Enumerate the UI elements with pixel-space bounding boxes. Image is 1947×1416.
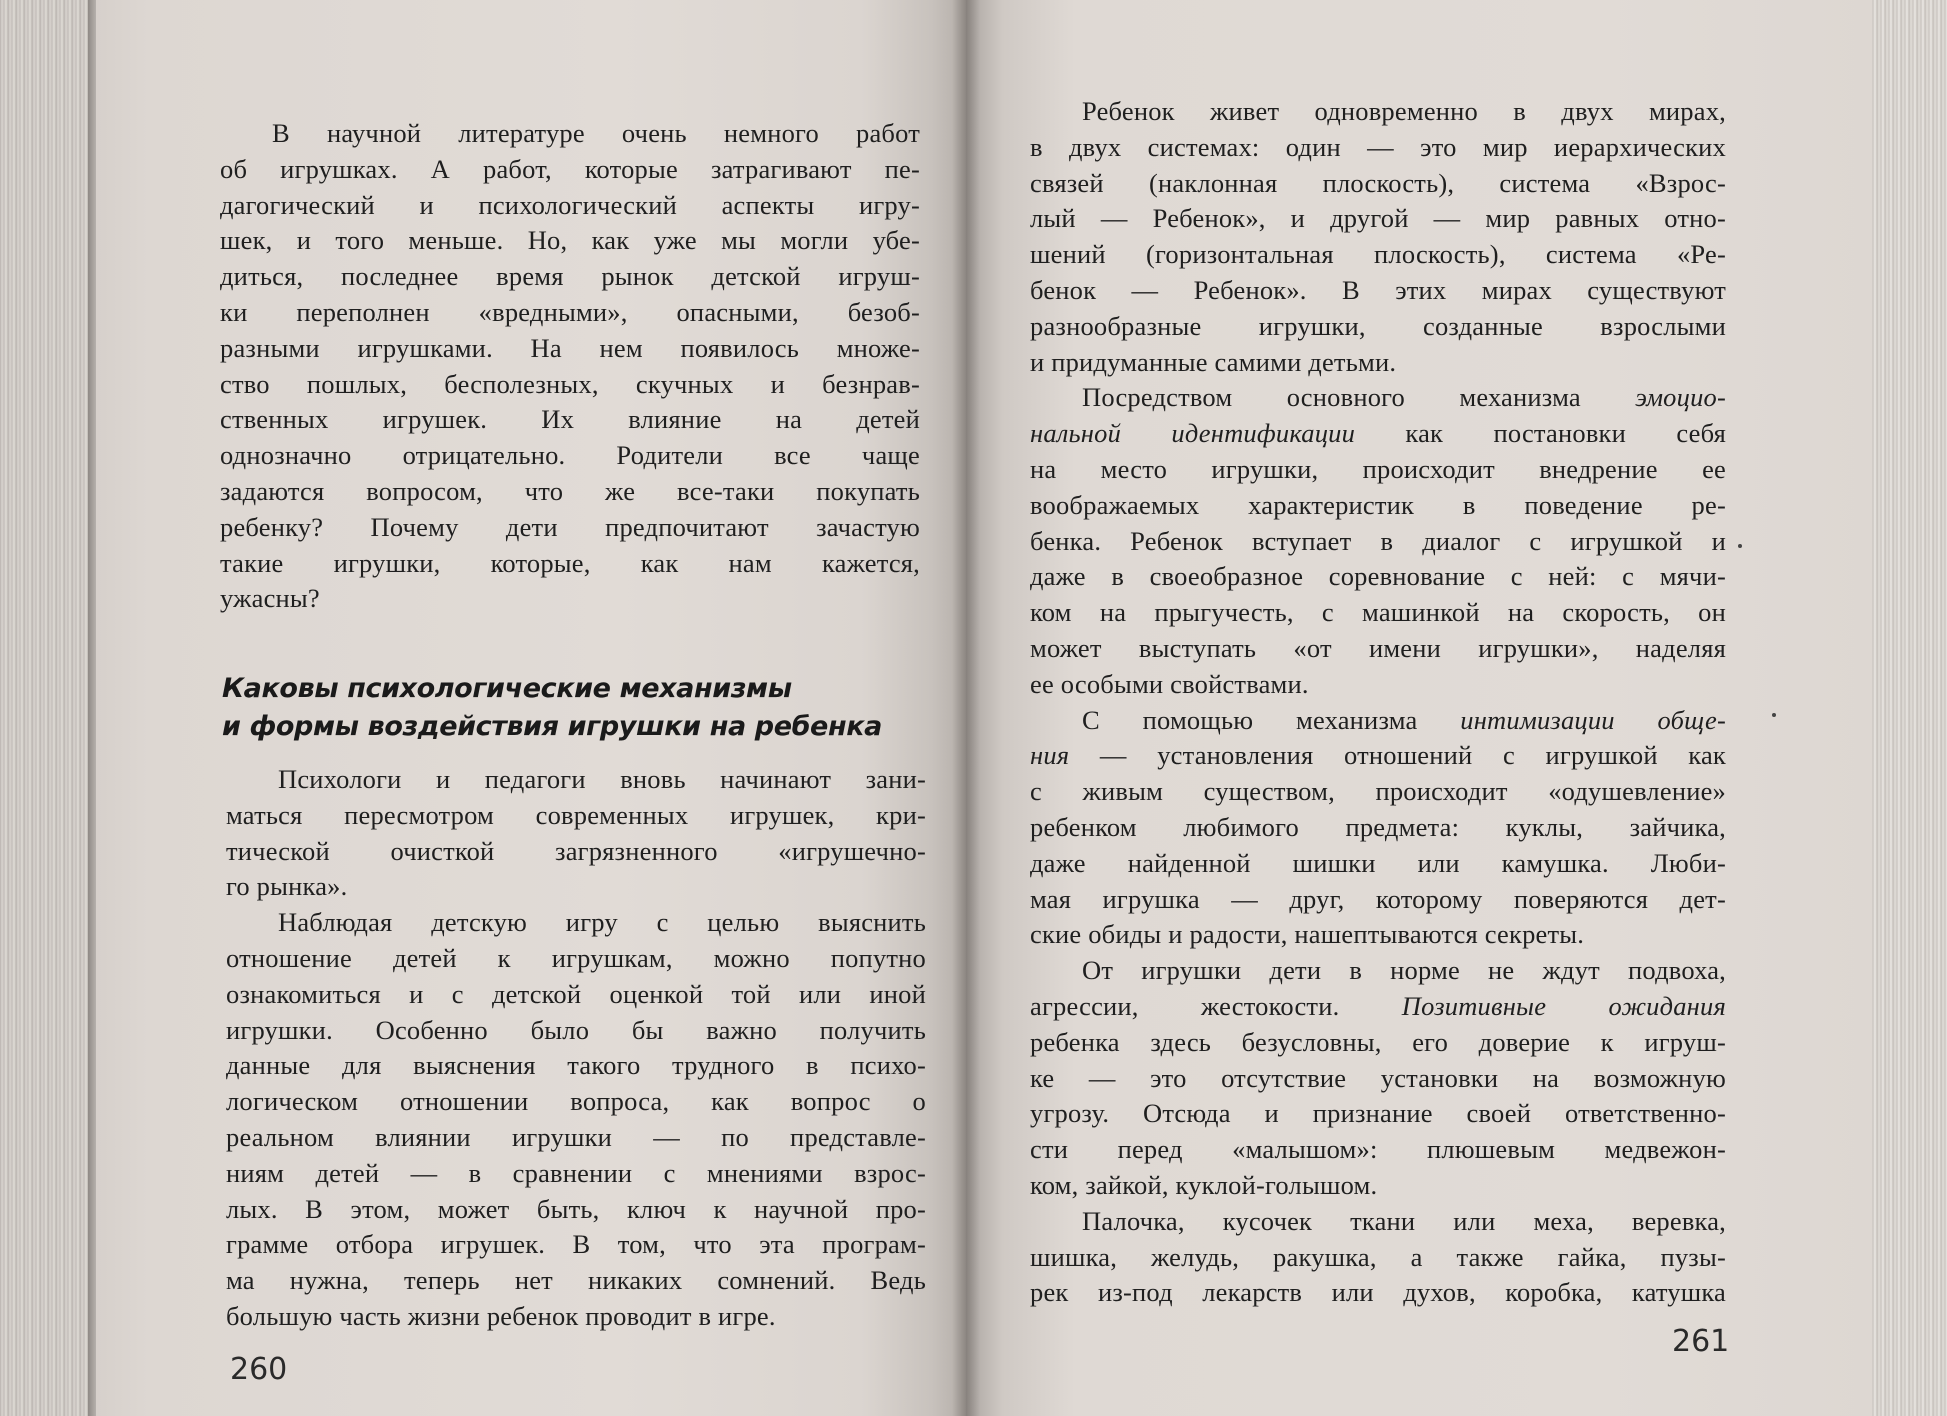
paragraph-3-second-line: ния — установления отношений с игрушкой как — [1030, 740, 1726, 771]
paragraph-4-second-line: агрессии, жестокости. Позитивные ожидания — [1030, 990, 1726, 1021]
section-heading: Каковы психологические механизмы и формы воздействия игрушки на ребенка — [222, 673, 882, 742]
paragraph-2-first-line: Посредством основного механизма эмоцио- — [1082, 382, 1726, 413]
paragraph-3-first-line: С помощью механизма интимизации обще- — [1082, 704, 1726, 735]
print-speck — [1738, 544, 1742, 548]
left-paragraph-1: В научной литературе очень немного работ об игрушках. А работ, которые затрагивают пе- дагогический и психологический аспекты игру- шек, и того меньше. Но, как уже мы могли убе- диться, последнее время рынок детской игруш- ки переполнен «вредными», опасными, безоб- разными игрушками. На нем появилось множе- ство пошлых, бесполезных, скучных и безнрав- ственных игрушек. Их влияние на детей однозначно отрицательно. Родители все чаще задаются вопросом, что же все-таки покупать ребенку? Почему дети предпочитают зачастую такие игрушки, которые, как нам кажется, ужасны? — [220, 118, 920, 614]
page-number-left: 260 — [230, 1352, 288, 1387]
right-page-edges — [1869, 0, 1947, 1416]
print-speck — [1772, 713, 1776, 717]
paragraph-2-second-line: нальной идентификации как постановки себя — [1030, 418, 1726, 449]
right-page-text: Ребенок живет одновременно в двух мирах, в двух системах: один — это мир иерархических связей (наклонная плоскость), система «Взрос- лый — Ребенок», и другой — мир равных отно- шений (горизонтальная плоскость), система «Ре- бенок — Ребенок». В этих мирах существуют разнообразные игрушки, созданные взрослыми и придуманные самими детьми. Посредством основного механизма эмоцио- нальной идентификации как постановки себя на место игрушки, происходит внедрение ее воображаемых характеристик в поведение ре- бенка. Ребенок вступает в диалог с игрушкой и даже в своеобразное соревнование с ней: с мячи- ком на прыгучесть, с машинкой на скорость, он может выступать «от имени игрушки», наделяя ее особыми свойствами. С помощью механизма интимизации обще- ния — установления отношений с игрушкой как с живым существом, происходит «одушевление» ребенком любимого предмета: куклы, зайчика, даже найденной шишки или камушка. Люби- мая игрушка — друг, которому поверяются дет- ские обиды и радости, нашептываются секреты. От игрушки дети в норме не ждут подвоха, агрессии, жестокости. Позитивные ожидания ребенка здесь безусловны, его доверие к игруш- ке — это отсутствие установки на возможную угрозу. Отсюда и признание своей ответственно- сти перед «малышом»: плюшевым медвежон- ком, зайкой, куклой-голышом. Палочка, кусочек ткани или меха, веревка, шишка, желудь, ракушка, а также гайка, пузы- рек из-под лекарств или духов, коробка, катушка — [1030, 96, 1726, 1308]
book-gutter — [952, 0, 980, 1416]
page-number-right: 261 — [1672, 1324, 1730, 1359]
left-page-edges — [0, 0, 100, 1416]
left-paragraph-2-3: Психологи и педагоги вновь начинают зани- маться пересмотром современных игрушек, кри- тической очисткой загрязненного «игрушечно- го рынка». Наблюдая детскую игру с целью выяснить отношение детей к игрушкам, можно попутно ознакомиться и с детской оценкой той или иной игрушки. Особенно было бы важно получить данные для выяснения такого трудного в психо- логическом отношении вопроса, как вопрос о реальном влиянии игрушки — по представле- ниям детей — в сравнении с мнениями взрос- лых. В этом, может быть, ключ к научной про- грамме отбора игрушек. В том, что эта програм- ма нужна, теперь нет никаких сомнений. Ведь большую часть жизни ребенок проводит в игре. — [226, 764, 926, 1331]
